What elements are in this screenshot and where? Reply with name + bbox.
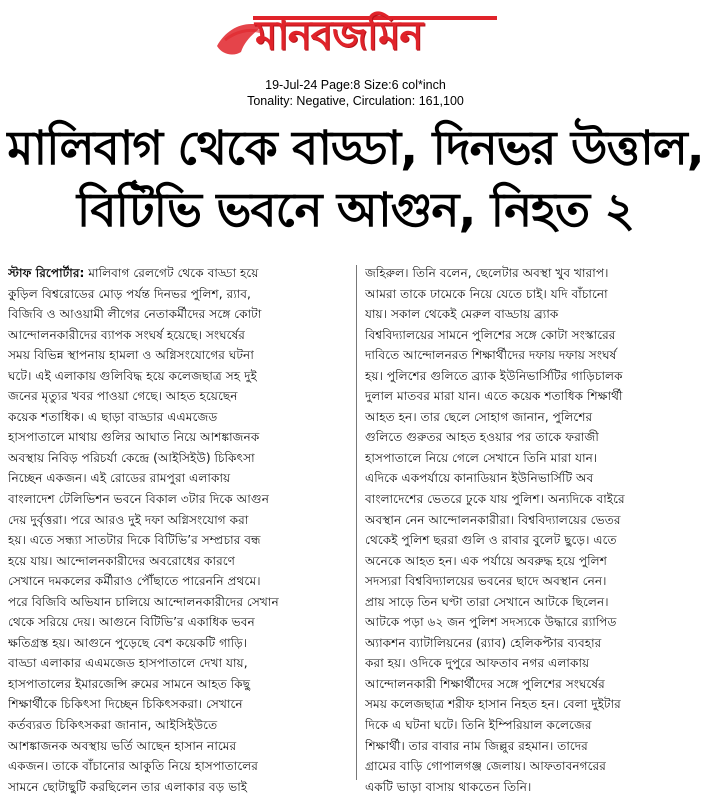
text-line: থেকে সরিয়ে দেয়। আগুনে বিটিভি’র একাধিক ভবন <box>8 615 255 630</box>
text-line: আন্দোলনকারীদের ব্যাপক সংঘর্ষ হয়েছে। সংঘর্ষের <box>8 327 245 342</box>
text-line: দিকে এ ঘটনা ঘটে। তিনি ইম্পিরিয়াল কলেজের <box>365 718 592 733</box>
text-line: আশঙ্কাজনক অবস্থায় ভর্তি আছেন হাসান নামের <box>8 738 237 753</box>
text-line: নিচ্ছেন একজন। এই রোডের রামপুরা এলাকায় <box>8 471 231 486</box>
text-line: দেয় দুর্বৃত্তরা। পরে আরও দুই দফা অগ্নিসংযোগ করা <box>8 512 249 527</box>
text-line: দুলাল মাতবর মারা যান। এতে কয়েক শতাধিক শিক্ষার্থী <box>365 389 623 404</box>
text-line: গ্রামের বাড়ি গোপালগঞ্জ জেলায়। আফতাবনগরের <box>365 759 606 774</box>
text-line: সদস্যরা বিশ্ববিদ্যালয়ের ভবনের ছাদে অবস্থান নেন। <box>365 574 607 589</box>
article-column-left <box>8 263 348 797</box>
text-line: বাংলাদেশের ভেতরে ঢুকে যায় পুলিশ। অন্যদিকে বাইরে <box>365 492 625 507</box>
text-line: অবস্থায় নিবিড় পরিচর্যা কেন্দ্রে (আইসিইউ) চিকিৎসা <box>8 450 255 465</box>
headline-line-2: বিটিভি ভবনে আগুন, নিহত ২ <box>76 183 635 238</box>
column-divider <box>356 265 357 780</box>
text-line: জনের মৃত্যুর খবর পাওয়া গেছে। আহত হয়েছেন <box>8 389 238 404</box>
text-line: শিক্ষার্থীকে চিকিৎসা দিচ্ছেন চিকিৎসকরা। সেখানে <box>8 697 243 712</box>
headline-line-1: মালিবাগ থেকে বাড্ডা, দিনভর উত্তাল, <box>7 121 704 176</box>
text-line: এদিকে একপর্যায়ে কানাডিয়ান ইউনিভার্সিটি অব <box>365 471 594 486</box>
text-line: বাংলাদেশ টেলিভিশন ভবনে বিকাল ৩টার দিকে আগুন <box>8 492 270 507</box>
text-line: থেকেই পুলিশ ছররা গুলি ও রাবার বুলেট ছুড়ে। এতে <box>365 533 617 548</box>
text-line: আহত হন। তার ছেলে সোহাগ জানান, পুলিশের <box>365 409 593 424</box>
text-line: হয়ে যায়। আন্দোলনকারীদের অবরোধের কারণে <box>8 553 236 568</box>
text-line: একজন। তাকে বাঁচানোর আকুতি নিয়ে হাসপাতালের <box>8 759 259 774</box>
logo-wordmark: মানবজমিন <box>255 13 423 59</box>
text-line: হাসপাতালের ইমারজেন্সি রুমের সামনে আহত কিছু <box>8 676 251 691</box>
text-line: শিক্ষার্থী। তার বাবার নাম জিল্লুর রহমান। তাদের <box>365 738 588 753</box>
article-headline <box>0 118 711 242</box>
first-line <box>8 263 348 284</box>
text-line: বিজিবি ও আওয়ামী লীগের নেতাকর্মীদের সঙ্গে কোটা <box>8 307 262 322</box>
text-line: জহিরুল। তিনি বলেন, ছেলেটার অবস্থা খুব খারাপ। <box>365 266 609 280</box>
text-line: সামনে ছোটাছুটি করছিলেন তার এলাকার বড় ভাই <box>8 779 248 794</box>
text-line: অ্যাকশন ব্যাটালিয়নের (র‌্যাব) হেলিকপ্টার ব্যবহার <box>365 635 602 650</box>
text-line: করা হয়। ওদিকে দুপুরে আফতাব নগর এলাকায় <box>365 656 590 671</box>
text-line: আটকে পড়া ৬২ জন পুলিশ সদস্যকে উদ্ধারে র‌্যাপিড <box>365 615 617 630</box>
text-line: অনেকে আহত হন। এক পর্যায়ে অবরুদ্ধ হয়ে পুলিশ <box>365 553 607 568</box>
text-line: ক্ষতিগ্রস্ত হয়। আগুনে পুড়েছে বেশ কয়েকটি গাড়ি। <box>8 635 248 650</box>
text-line: গুলিতে গুরুতর আহত হওয়ার পর তাকে ফরাজী <box>365 430 599 445</box>
text-line: দাবিতে আন্দোলনরত শিক্ষার্থীদের দফায় দফায় সংঘর্ষ <box>365 348 617 363</box>
text-line: হয়। এতে সন্ধ্যা সাতটার দিকে বিটিভি’র সম্প্রচার বন্ধ <box>8 533 261 548</box>
text-line: বিশ্ববিদ্যালয়ের সামনে পুলিশের সঙ্গে কোটা সংস্কারের <box>365 327 616 342</box>
text-line: পরে বিজিবি অভিযান চালিয়ে আন্দোলনকারীদের সেখান <box>8 594 279 609</box>
text-line: সময় কলেজছাত্র শরীফ হাসান নিহত হন। বেলা দুইটার <box>365 697 621 712</box>
text-line: কুড়িল বিশ্বরোডের মোড় পর্যন্ত দিনভর পুলিশ, র‌্যাব, <box>8 286 251 301</box>
text-line: কর্তব্যরত চিকিৎসকরা জানান, আইসিইউতে <box>8 718 218 733</box>
text-line: হয়। পুলিশের গুলিতে ব্র্যাক ইউনিভার্সিটির গাড়িচালক <box>365 368 623 383</box>
byline: স্টাফ রিপোর্টার: <box>8 266 85 280</box>
text-line: হাসপাতালে নিয়ে গেলে সেখানে তিনি মারা যান। <box>365 450 598 465</box>
text-line: কয়েক শতাধিক। এ ছাড়া বাড্ডার এএমজেড <box>8 409 218 424</box>
clip-tonality: Tonality: Negative, Circulation: 161,100 <box>247 94 464 108</box>
text-line: বাড্ডা এলাকার এএমজেড হাসপাতালে দেখা যায়, <box>8 656 248 671</box>
text-line: হাসপাতালে মাথায় গুলির আঘাত নিয়ে আশঙ্কাজনক <box>8 430 260 445</box>
text-line: আন্দোলনকারী শিক্ষার্থীদের সঙ্গে পুলিশের সংঘর্ষের <box>365 676 605 691</box>
text-line: যায়। সকাল থেকেই মেরুল বাড্ডায় ব্র্যাক <box>365 307 559 322</box>
article-column-right <box>365 263 705 797</box>
newspaper-logo <box>215 6 500 68</box>
text-line: ঘটে। এই এলাকায় গুলিবিদ্ধ হয়ে কলেজছাত্র সহ দুই <box>8 368 257 383</box>
article-body <box>0 263 711 794</box>
clip-meta: 19-Jul-24 Page:8 Size:6 col*inch <box>265 78 446 92</box>
text-line: সময় বিভিন্ন স্থাপনায় হামলা ও অগ্নিসংযোগের ঘটনা <box>8 348 254 363</box>
text-line: আমরা তাকে ঢামেকে নিয়ে যেতে চাই। যদি বাঁচানো <box>365 286 608 301</box>
text-line: একটি ভাড়া বাসায় থাকতেন তিনি। <box>365 779 532 794</box>
masthead <box>0 0 711 110</box>
text-line: মালিবাগ রেলগেট থেকে বাড্ডা হয়ে <box>84 266 259 280</box>
text-line: সেখানে দমকলের কর্মীরাও পৌঁছাতে পারেননি প্রথমে। <box>8 574 261 589</box>
text-line: প্রায় সাড়ে তিন ঘণ্টা তারা সেখানে আটকে ছিলেন। <box>365 594 609 609</box>
text-line: অবস্থান নেন আন্দোলনকারীরা। বিশ্ববিদ্যালয়ের ভেতর <box>365 512 621 527</box>
